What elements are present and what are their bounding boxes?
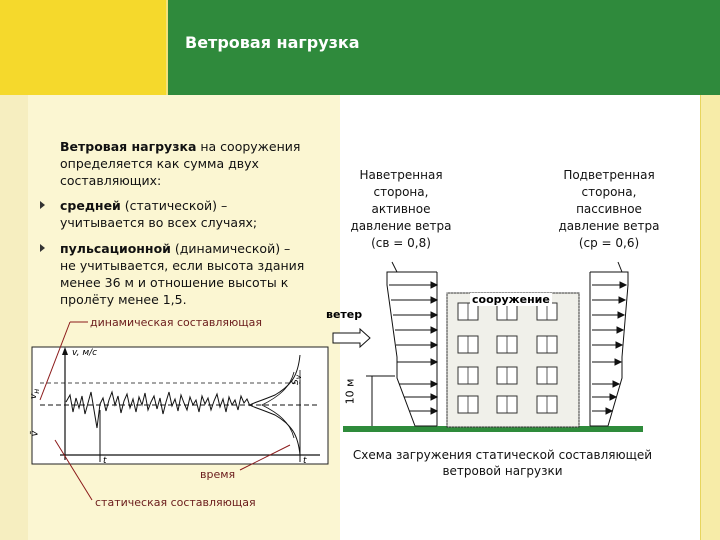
t1-label: t	[103, 456, 107, 466]
windward-line3: активное	[371, 202, 431, 216]
intro-line3: составляющих:	[60, 173, 162, 188]
windward-load-diagram	[387, 262, 437, 426]
time-label: время	[200, 468, 236, 481]
diagram-caption	[340, 447, 665, 479]
windward-coefficient: (cв = 0,8)	[371, 236, 431, 250]
vmean-label: v̄	[29, 430, 41, 437]
wind-direction-arrow	[333, 329, 370, 347]
wind-label: ветер	[326, 308, 363, 321]
sigma-subscript: v	[293, 374, 303, 380]
slide-title: Ветровая нагрузка	[185, 33, 360, 52]
bullet-2-line3: менее 36 м и отношение высоты к	[60, 275, 289, 290]
height-label: 10 м	[343, 378, 357, 405]
vmax-subscript: н	[32, 388, 42, 394]
windward-line4: давление ветра	[350, 219, 452, 233]
bullet-1-bold: средней	[60, 198, 121, 213]
height-dimension	[366, 376, 395, 426]
leeward-line2: сторона,	[581, 185, 637, 199]
vmax-symbol: v	[29, 393, 40, 400]
v-axis-label: v, м/с	[72, 348, 98, 358]
caption-line1: Схема загружения статической составляющей	[352, 448, 653, 462]
windward-line1: Наветренная	[359, 168, 443, 182]
bullet-2-bold: пульсационной	[60, 241, 171, 256]
intro-line1: на сооружения	[196, 139, 301, 154]
intro-bold: Ветровая нагрузка	[60, 139, 197, 154]
sigma-symbol: S	[291, 379, 302, 385]
bullet-2-line2: не учитывается, если высота здания	[60, 258, 305, 273]
caption-line2: ветровой нагрузки	[442, 464, 563, 478]
leeward-line3: пассивное	[576, 202, 642, 216]
intro-line2: определяется как сумма двух	[60, 156, 259, 171]
dynamic-component-label: динамическая составляющая	[90, 316, 263, 329]
leeward-line4: давление ветра	[558, 219, 660, 233]
t2-label: t	[303, 456, 307, 466]
windward-line2: сторона,	[373, 185, 429, 199]
bullet-1-rest: (статической) –	[120, 198, 228, 213]
static-component-label: статическая составляющая	[95, 496, 256, 509]
leeward-coefficient: (cр = 0,6)	[578, 236, 640, 250]
leeward-arrows	[592, 282, 626, 414]
leeward-line1: Подветренная	[563, 168, 655, 182]
bullet-2-rest: (динамической) –	[170, 241, 291, 256]
bullet-1-line2: учитывается во всех случаях;	[60, 215, 258, 230]
structure-label: сооружение	[472, 293, 550, 306]
bullet-2-line4: пролёту менее 1,5.	[60, 292, 187, 307]
